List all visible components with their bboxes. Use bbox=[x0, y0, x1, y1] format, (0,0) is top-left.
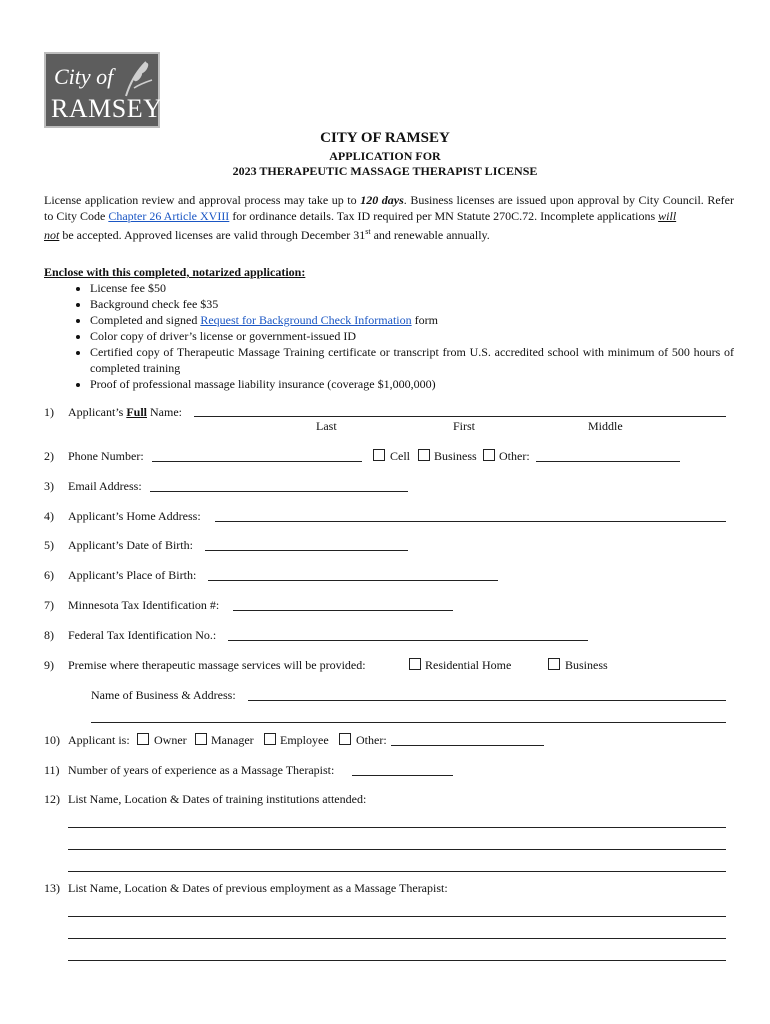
cell-label: Cell bbox=[390, 449, 410, 463]
q12-number: 12) bbox=[44, 792, 60, 806]
other-role-field[interactable] bbox=[391, 745, 544, 746]
q1-number: 1) bbox=[44, 405, 54, 419]
last-caption: Last bbox=[316, 419, 337, 433]
q7-label: Minnesota Tax Identification #: bbox=[68, 598, 220, 612]
list-item bbox=[90, 328, 734, 344]
q9-number: 9) bbox=[44, 658, 54, 672]
list-item-text: Background check fee $35 bbox=[90, 297, 219, 311]
intro-sup: st bbox=[365, 227, 371, 236]
q4-number: 4) bbox=[44, 509, 54, 523]
other-role-checkbox[interactable] bbox=[339, 733, 351, 745]
requirements-list bbox=[44, 280, 734, 392]
list-item-text: Proof of professional massage liability insurance (coverage $1,000,000) bbox=[90, 377, 436, 391]
business-premise-label: Business bbox=[565, 658, 608, 672]
other-phone-checkbox[interactable] bbox=[483, 449, 495, 461]
employee-label: Employee bbox=[280, 733, 329, 747]
q12-label: List Name, Location & Dates of training institutions attended: bbox=[68, 792, 367, 806]
q13-label: List Name, Location & Dates of previous employment as a Massage Therapist: bbox=[68, 881, 448, 895]
doc-title: CITY OF RAMSEY bbox=[320, 130, 450, 146]
owner-label: Owner bbox=[154, 733, 187, 747]
other-phone-field[interactable] bbox=[536, 461, 680, 462]
mn-tax-id-field[interactable] bbox=[233, 610, 453, 611]
business-phone-checkbox[interactable] bbox=[418, 449, 430, 461]
email-field[interactable] bbox=[150, 491, 408, 492]
ordinance-link[interactable]: Chapter 26 Article XVIII bbox=[108, 209, 230, 223]
business-address-field-2[interactable] bbox=[91, 722, 726, 723]
experience-years-field[interactable] bbox=[352, 775, 453, 776]
list-item-text: Certified copy of Therapeutic Massage Training certificate or transcript from U.S. accredited school with minimum of 500 hours of completed training bbox=[90, 345, 734, 375]
other-role-label: Other: bbox=[356, 733, 387, 747]
list-item-text: Completed and signed bbox=[90, 313, 201, 327]
q1-label-c: Name: bbox=[147, 405, 182, 419]
logo-line1: City of bbox=[54, 64, 114, 89]
intro-text: and renewable annually. bbox=[370, 228, 490, 242]
list-item bbox=[90, 280, 734, 296]
full-name-field[interactable] bbox=[194, 416, 726, 417]
q10-label: Applicant is: bbox=[68, 733, 130, 747]
business-address-field[interactable] bbox=[248, 700, 726, 701]
training-field-2[interactable] bbox=[68, 849, 726, 850]
q1-label-a: Applicant’s bbox=[68, 405, 127, 419]
list-item bbox=[90, 312, 734, 328]
other-phone-label: Other: bbox=[499, 449, 530, 463]
q8-label: Federal Tax Identification No.: bbox=[68, 628, 217, 642]
q9-label: Premise where therapeutic massage services will be provided: bbox=[68, 658, 366, 672]
q5-number: 5) bbox=[44, 538, 54, 552]
q2-label: Phone Number: bbox=[68, 449, 144, 463]
intro-text: . Business licenses are issued upon approval by City Council. Refer to City Code bbox=[44, 193, 734, 223]
list-item bbox=[90, 344, 734, 376]
intro-will: will bbox=[658, 209, 677, 223]
list-item bbox=[90, 376, 734, 392]
intro-days: 120 days bbox=[360, 193, 404, 207]
place-of-birth-field[interactable] bbox=[208, 580, 498, 581]
employee-checkbox[interactable] bbox=[264, 733, 276, 745]
q3-number: 3) bbox=[44, 479, 54, 493]
q1-label bbox=[68, 405, 182, 420]
training-field-3[interactable] bbox=[68, 871, 726, 872]
residential-checkbox[interactable] bbox=[409, 658, 421, 670]
business-premise-checkbox[interactable] bbox=[548, 658, 560, 670]
q6-label: Applicant’s Place of Birth: bbox=[68, 568, 197, 582]
q3-label: Email Address: bbox=[68, 479, 142, 493]
background-check-link[interactable]: Request for Background Check Information bbox=[200, 313, 412, 327]
city-logo bbox=[44, 52, 163, 128]
owner-checkbox[interactable] bbox=[137, 733, 149, 745]
intro-not: not bbox=[44, 228, 60, 242]
wheat-icon bbox=[116, 58, 156, 98]
logo-line2: RAMSEY bbox=[51, 94, 163, 123]
cell-checkbox[interactable] bbox=[373, 449, 385, 461]
first-caption: First bbox=[453, 419, 476, 433]
employment-field-2[interactable] bbox=[68, 938, 726, 939]
intro-text: License application review and approval process may take up to bbox=[44, 193, 361, 207]
q13-number: 13) bbox=[44, 881, 60, 895]
employment-field-3[interactable] bbox=[68, 960, 726, 961]
business-address-label: Name of Business & Address: bbox=[91, 688, 236, 702]
dob-field[interactable] bbox=[205, 550, 408, 551]
q11-number: 11) bbox=[44, 763, 60, 777]
intro-text: be accepted. Approved licenses are valid through December 31 bbox=[59, 228, 366, 242]
business-phone-label: Business bbox=[434, 449, 477, 463]
employment-field-1[interactable] bbox=[68, 916, 726, 917]
q7-number: 7) bbox=[44, 598, 54, 612]
manager-checkbox[interactable] bbox=[195, 733, 207, 745]
list-item-text: Color copy of driver’s license or government-issued ID bbox=[90, 329, 357, 343]
q4-label: Applicant’s Home Address: bbox=[68, 509, 201, 523]
federal-tax-id-field[interactable] bbox=[228, 640, 588, 641]
list-item-text: License fee $50 bbox=[90, 281, 166, 295]
q6-number: 6) bbox=[44, 568, 54, 582]
residential-label: Residential Home bbox=[425, 658, 512, 672]
q11-label: Number of years of experience as a Massage Therapist: bbox=[68, 763, 335, 777]
phone-field[interactable] bbox=[152, 461, 362, 462]
list-item bbox=[90, 296, 734, 312]
q5-label: Applicant’s Date of Birth: bbox=[68, 538, 193, 552]
middle-caption: Middle bbox=[588, 419, 623, 433]
intro-paragraph bbox=[44, 192, 734, 243]
manager-label: Manager bbox=[211, 733, 254, 747]
training-field-1[interactable] bbox=[68, 827, 726, 828]
list-item-text: form bbox=[411, 313, 438, 327]
q2-number: 2) bbox=[44, 449, 54, 463]
q1-label-full: Full bbox=[126, 405, 147, 419]
intro-text: for ordinance details. Tax ID required per MN Statute 270C.72. Incomplete applications bbox=[229, 209, 659, 223]
doc-subtitle-2: 2023 THERAPEUTIC MASSAGE THERAPIST LICENSE bbox=[232, 164, 538, 178]
q10-number: 10) bbox=[44, 733, 60, 747]
enclose-heading: Enclose with this completed, notarized application: bbox=[44, 265, 306, 279]
home-address-field[interactable] bbox=[215, 521, 726, 522]
doc-subtitle-1: APPLICATION FOR bbox=[329, 149, 441, 163]
q8-number: 8) bbox=[44, 628, 54, 642]
